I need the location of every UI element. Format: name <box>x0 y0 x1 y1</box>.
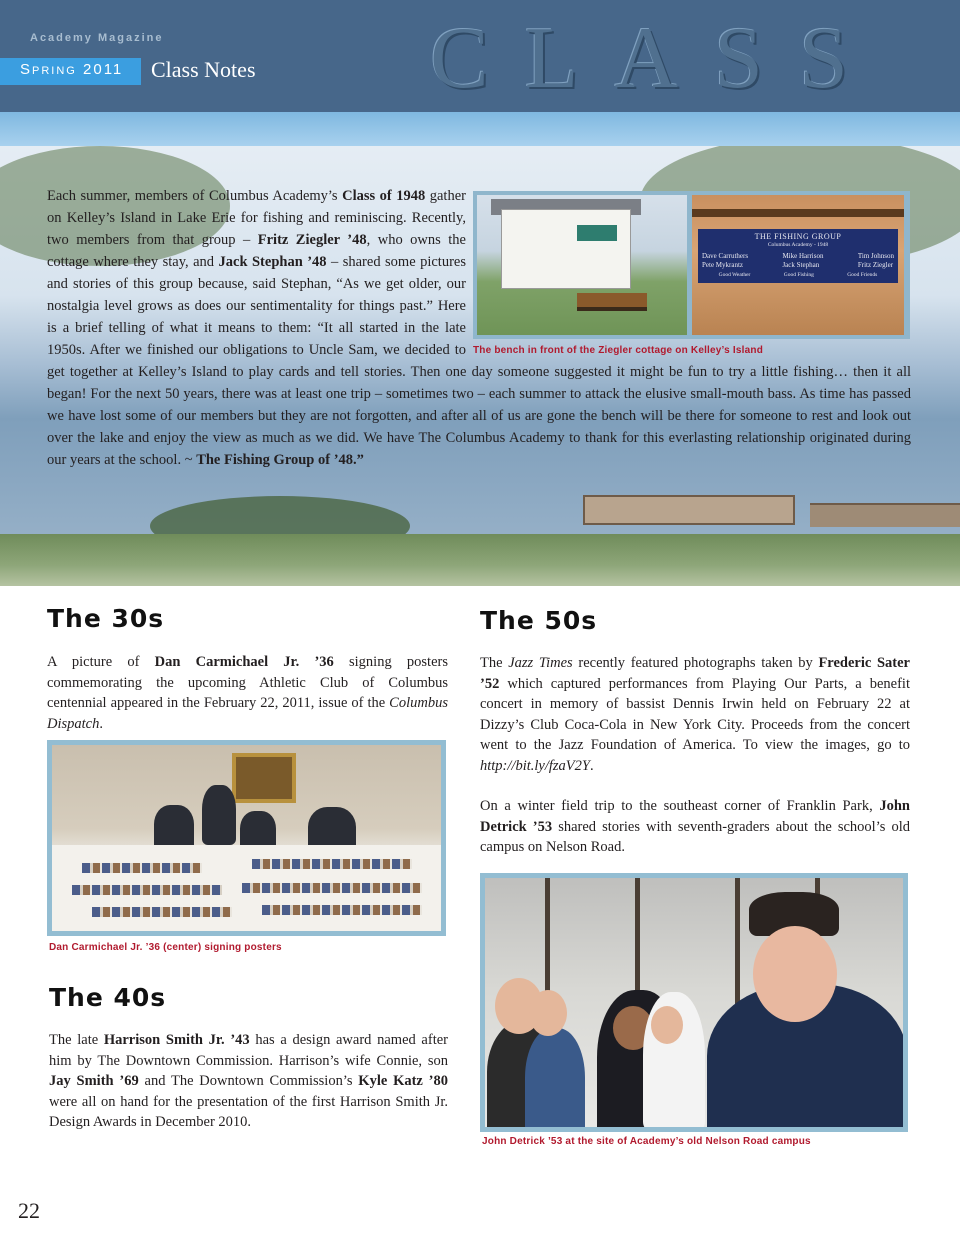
intro-text: , who owns the cottage where they stay, and <box>47 232 466 270</box>
heading-50s: The 50s <box>480 606 598 635</box>
body-bold: Kyle Katz ’80 <box>358 1073 448 1089</box>
poster-row <box>252 859 412 869</box>
poster-row <box>82 863 202 873</box>
body-text: shared stories with seventh-graders about the school’s old campus on Nelson Road. <box>480 818 910 855</box>
plaque-name: Pete Mykrantz <box>702 261 744 269</box>
poster-row <box>72 885 222 895</box>
plaque-footer: Good Weather <box>718 272 751 278</box>
plaque-footer: Good Fishing <box>783 272 814 278</box>
bench-slat <box>692 209 904 217</box>
body-bold: Frederic Sater ’52 <box>480 655 910 692</box>
fifties-text-detrick <box>480 796 910 858</box>
body-bold: John Detrick ’53 <box>480 798 910 835</box>
intro-text: Each summer, members of Columbus Academy’s <box>47 188 343 204</box>
poster-row <box>262 905 422 915</box>
poster-row <box>92 907 232 917</box>
intro-bold: The Fishing Group of ’48.” <box>196 452 364 468</box>
decorative-class-title: CLASS <box>430 10 884 107</box>
body-text: were all on hand for the presentation of the first Harrison Smith Jr. Design Awards in December 2010. <box>49 1093 448 1130</box>
detrick-photo-frame <box>480 873 908 1132</box>
plaque-footer: Good Friends <box>847 272 878 278</box>
magazine-name: Academy Magazine <box>30 32 164 44</box>
plaque-name: Tim Johnson <box>857 252 894 260</box>
heading-30s: The 30s <box>47 604 165 633</box>
student <box>525 1028 585 1127</box>
body-text: . <box>589 757 594 774</box>
face <box>651 1006 683 1044</box>
forties-text <box>49 1030 448 1133</box>
plaque-subtitle: Columbus Academy - 1948 <box>767 242 829 248</box>
carmichael-photo <box>52 745 441 931</box>
body-italic: Jazz Times <box>508 655 573 671</box>
header-band <box>0 112 960 146</box>
carmichael-caption: Dan Carmichael Jr. ’36 (center) signing posters <box>49 942 282 953</box>
body-text: signing posters commemorating the upcoming Athletic Club of Columbus centennial appeared in the February 22, 2011, issue of the <box>47 654 448 711</box>
body-text: The <box>480 655 509 671</box>
bench-photo-caption: The bench in front of the Ziegler cottage on Kelley’s Island <box>473 345 763 356</box>
thirties-text <box>47 652 448 734</box>
dock <box>583 495 795 525</box>
plaque-photo <box>692 195 904 335</box>
shoreline <box>0 534 960 586</box>
section-title: Class Notes <box>151 57 256 82</box>
wall-painting <box>232 753 296 803</box>
fifties-text-jazz <box>480 653 910 776</box>
body-bold: Dan Carmichael Jr. ’36 <box>154 654 334 670</box>
intro-bold: Jack Stephan ’48 <box>218 254 327 270</box>
intro-text: – shared some pictures and stories of this group because, said Stephan, “As we get older, our nostalgia level grows as does our sentimentality for things past.” Here is a brief telling of what it means to them: “It all started in the late 1950s. After we finished our obligations to Uncle Sam, we decided to get together at Kelley’s Island to play cards and tell stories. Then one day someone suggested it might be fun to try a little fishing… then it all began! For the next 50 years, there was at least one trip – sometimes two – each summer to attack the elusive small-mouth bass. As time has passed we have lost some of our members but they are not forgotten, and after all of us are gone the bench will be there for someone to rest and look out over the lake and enjoy the view as much as we did. We have The Columbus Academy to thank for this everlasting relationship originated during our years at the school. ~ <box>47 254 911 468</box>
cottage-photo <box>477 195 687 335</box>
body-text: . <box>99 715 103 732</box>
body-text: A picture of <box>47 654 155 670</box>
jazz-times-link[interactable]: http://bit.ly/fzaV2Y <box>480 757 590 774</box>
person <box>202 785 236 845</box>
plaque-name: Fritz Ziegler <box>857 261 894 269</box>
bench <box>577 293 647 311</box>
body-bold: Jay Smith ’69 <box>49 1073 139 1089</box>
poster-row <box>242 883 422 893</box>
face <box>529 990 567 1036</box>
issue-label: Spring 2011 <box>0 58 141 85</box>
body-italic: Columbus Dispatch <box>47 695 448 732</box>
fishing-group-plaque <box>698 229 898 283</box>
intro-bold: Fritz Ziegler ’48 <box>257 232 367 248</box>
plaque-title: THE FISHING GROUP <box>754 232 842 241</box>
body-text: recently featured photographs taken by <box>572 655 819 671</box>
plaque-name: Mike Harrison <box>782 252 824 260</box>
body-text: has a design award named after him by The Downtown Commission. Harrison’s wife Connie, son <box>49 1032 448 1069</box>
body-text: The late <box>49 1032 104 1048</box>
page-header <box>0 0 960 112</box>
body-text: On a winter field trip to the southeast corner of Franklin Park, <box>480 798 880 814</box>
intro-text: gather on Kelley’s Island in Lake Erie for fishing and reminiscing. Recently, two members from that group – <box>47 188 466 248</box>
dock <box>810 503 960 527</box>
face <box>753 926 837 1022</box>
body-text: which captured performances from Playing Our Parts, a benefit concert in memory of bassist Dennis Irwin held on February 22 at Dizzy’s Club Coca-Cola in New York City. Proceeds from the concert went to the Jazz Foundation of America. To view the images, go to <box>480 675 910 753</box>
page-number: 22 <box>18 1198 40 1223</box>
bench-photos <box>473 191 910 339</box>
awning <box>577 225 617 241</box>
plaque-name: Dave Carruthers <box>702 252 749 260</box>
body-text: and The Downtown Commission’s <box>138 1073 359 1089</box>
heading-40s: The 40s <box>49 983 167 1012</box>
carmichael-photo-frame <box>47 740 446 936</box>
house <box>501 209 631 289</box>
plaque-name: Jack Stephan <box>782 261 820 269</box>
detrick-photo <box>485 878 903 1127</box>
body-bold: Harrison Smith Jr. ’43 <box>103 1032 250 1048</box>
intro-bold: Class of 1948 <box>342 188 426 204</box>
detrick-caption: John Detrick ’53 at the site of Academy’s old Nelson Road campus <box>482 1136 811 1147</box>
